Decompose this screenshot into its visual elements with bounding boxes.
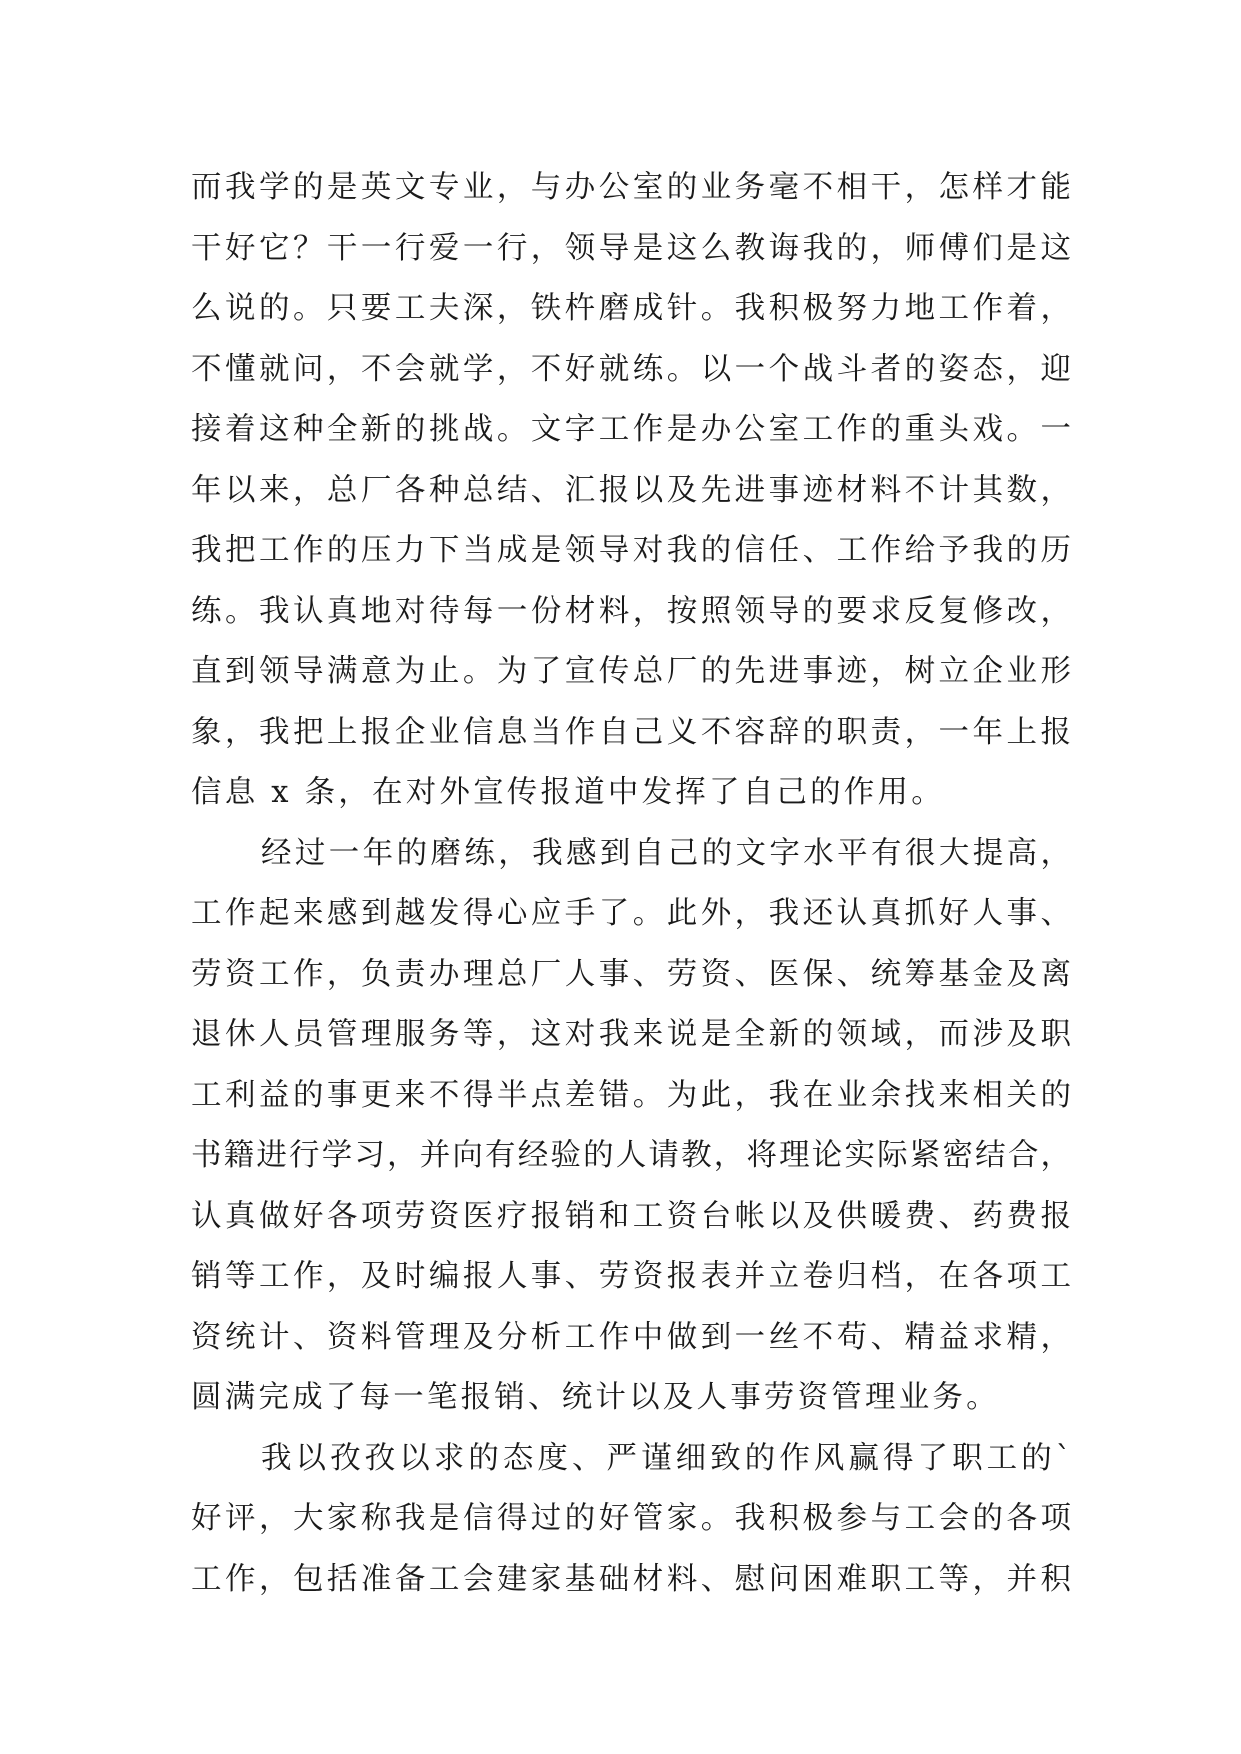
text-line: 不懂就问，不会就学，不好就练。以一个战斗者的姿态，迎 [191, 351, 1071, 387]
text-line: 工作起来感到越发得心应手了。此外，我还认真抓好人事、 [191, 896, 1071, 931]
text-line: 圆满完成了每一笔报销、统计以及人事劳资管理业务。 [191, 1380, 1000, 1415]
text-line: 好评，大家称我是信得过的好管家。我积极参与工会的各项 [191, 1501, 1071, 1536]
text-line: 我以孜孜以求的态度、严谨细致的作风赢得了职工的` [261, 1440, 1071, 1476]
text-line: 认真做好各项劳资医疗报销和工资台帐以及供暖费、药费报 [191, 1198, 1071, 1234]
text-line: 工利益的事更来不得半点差错。为此，我在业余找来相关的 [191, 1077, 1071, 1113]
text-line: 经过一年的磨练，我感到自己的文字水平有很大提高， [261, 835, 1071, 871]
text-line: 信息 x 条，在对外宣传报道中发挥了自己的作用。 [191, 775, 945, 810]
text-line: 而我学的是英文专业，与办公室的业务毫不相干，怎样才能 [191, 170, 1071, 205]
text-line: 年以来，总厂各种总结、汇报以及先进事迹材料不计其数， [191, 472, 1071, 508]
document-body [191, 158, 1071, 1610]
text-line: 我把工作的压力下当成是领导对我的信任、工作给予我的历 [191, 533, 1071, 568]
text-line: 销等工作，及时编报人事、劳资报表并立卷归档，在各项工 [191, 1259, 1071, 1294]
text-line: 工作，包括准备工会建家基础材料、慰问困难职工等，并积 [191, 1561, 1071, 1597]
text-line: 练。我认真地对待每一份材料，按照领导的要求反复修改， [191, 593, 1071, 629]
text-line: 直到领导满意为止。为了宣传总厂的先进事迹，树立企业形 [191, 654, 1071, 689]
text-line: 退休人员管理服务等，这对我来说是全新的领域，而涉及职 [191, 1017, 1071, 1052]
text-line: 干好它？干一行爱一行，领导是这么教诲我的，师傅们是这 [191, 230, 1071, 266]
text-line: 资统计、资料管理及分析工作中做到一丝不苟、精益求精， [191, 1319, 1071, 1355]
text-line: 书籍进行学习，并向有经验的人请教，将理论实际紧密结合， [191, 1138, 1071, 1173]
text-line: 接着这种全新的挑战。文字工作是办公室工作的重头戏。一 [191, 412, 1071, 447]
text-line: 么说的。只要工夫深，铁杵磨成针。我积极努力地工作着， [191, 291, 1071, 326]
text-line: 劳资工作，负责办理总厂人事、劳资、医保、统筹基金及离 [191, 956, 1071, 992]
text-line: 象，我把上报企业信息当作自己义不容辞的职责，一年上报 [191, 714, 1071, 750]
